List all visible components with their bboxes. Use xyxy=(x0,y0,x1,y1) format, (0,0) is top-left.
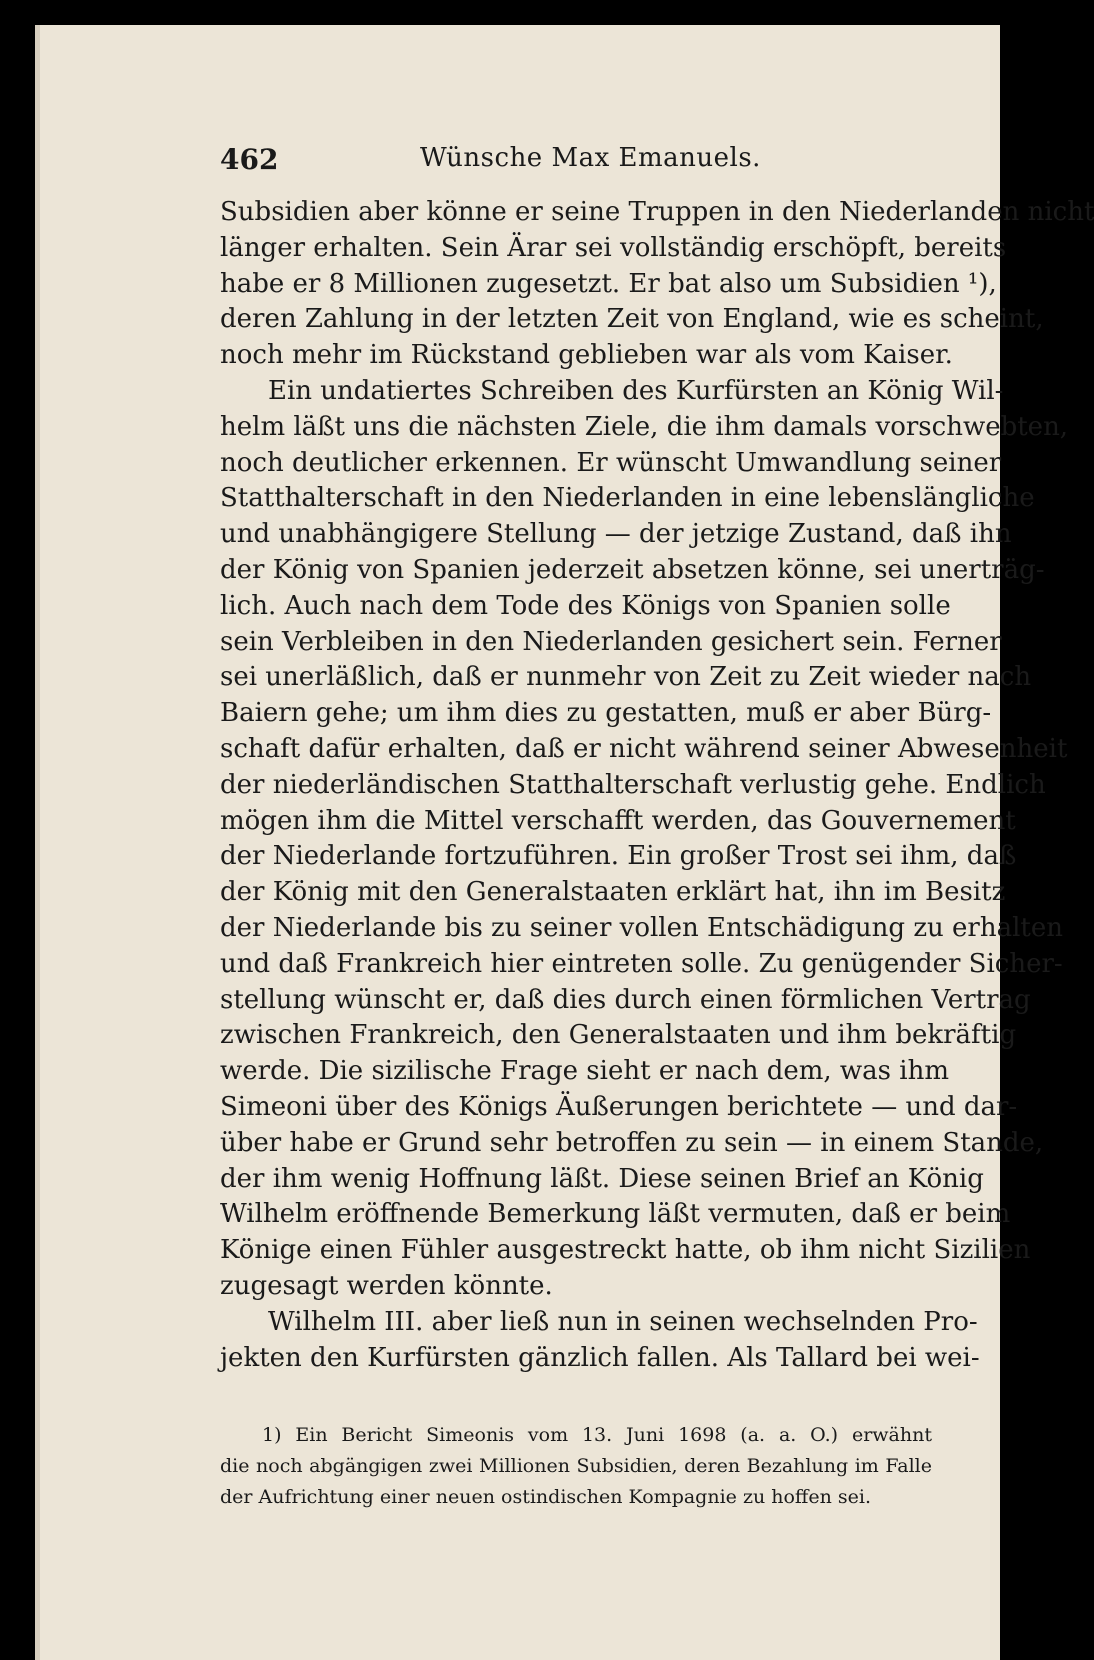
text-line: und daß Frankreich hier eintreten solle. Zu genügender Sicher- xyxy=(220,948,1063,979)
text-line: Wilhelm eröffnende Bemerkung läßt vermuten, daß er beim xyxy=(220,1199,1011,1230)
text-line: Statthalterschaft in den Niederlanden in eine lebenslängliche xyxy=(220,483,1035,514)
text-line: der Niederlande bis zu seiner vollen Entschädigung zu erhalten xyxy=(220,912,1063,943)
text-line: deren Zahlung in der letzten Zeit von England, wie es scheint, xyxy=(220,304,1044,335)
footnote-line: der Aufrichtung einer neuen ostindischen Kompagnie zu hoffen sei. xyxy=(220,1486,872,1508)
text-line: der König mit den Generalstaaten erklärt hat, ihn im Besitz xyxy=(220,877,1006,908)
text-line: noch deutlicher erkennen. Er wünscht Umwandlung seiner xyxy=(220,447,1002,478)
page-header xyxy=(220,143,930,183)
text-line: länger erhalten. Sein Ärar sei vollständig erschöpft, bereits xyxy=(220,232,1007,263)
text-line: lich. Auch nach dem Tode des Königs von Spanien solle xyxy=(220,590,951,621)
text-line: der ihm wenig Hoffnung läßt. Diese seinen Brief an König xyxy=(220,1163,984,1194)
text-line: sei unerläßlich, daß er nunmehr von Zeit zu Zeit wieder nach xyxy=(220,662,1032,693)
text-line: Wilhelm III. aber ließ nun in seinen wechselnden Pro- xyxy=(268,1306,978,1337)
text-line: mögen ihm die Mittel verschafft werden, das Gouvernement xyxy=(220,805,1016,836)
text-line: helm läßt uns die nächsten Ziele, die ihm damals vorschwebten, xyxy=(220,411,1069,442)
running-title: Wünsche Max Emanuels. xyxy=(420,143,761,173)
text-line: stellung wünscht er, daß dies durch einen förmlichen Vertrag xyxy=(220,984,1031,1015)
text-line: über habe er Grund sehr betroffen zu sein — in einem Stande, xyxy=(220,1127,1044,1158)
text-line: zugesagt werden könnte. xyxy=(220,1270,553,1301)
text-line: noch mehr im Rückstand geblieben war als vom Kaiser. xyxy=(220,340,953,371)
text-line: schaft dafür erhalten, daß er nicht während seiner Abwesenheit xyxy=(220,733,1068,764)
text-line: Ein undatiertes Schreiben des Kurfürsten an König Wil- xyxy=(268,375,1004,406)
text-line: Subsidien aber könne er seine Truppen in den Niederlanden nicht xyxy=(220,197,1094,227)
main-text xyxy=(220,195,1094,1376)
text-line: werde. Die sizilische Frage sieht er nach dem, was ihm xyxy=(220,1056,950,1087)
text-line: Baiern gehe; um ihm dies zu gestatten, muß er aber Bürg- xyxy=(220,698,992,729)
page-number: 462 xyxy=(220,143,279,176)
text-line: Simeoni über des Königs Äußerungen berichtete — und dar- xyxy=(220,1091,1018,1122)
text-line: sein Verbleiben in den Niederlanden gesichert sein. Ferner xyxy=(220,626,1002,657)
text-line: jekten den Kurfürsten gänzlich fallen. Als Tallard bei wei- xyxy=(220,1342,980,1373)
text-line: habe er 8 Millionen zugesetzt. Er bat also um Subsidien ¹), xyxy=(220,268,997,299)
text-line: der König von Spanien jederzeit absetzen könne, sei unerträg- xyxy=(220,554,1045,585)
footnote-line: die noch abgängigen zwei Millionen Subsidien, deren Bezahlung im Falle xyxy=(220,1455,932,1477)
text-line: zwischen Frankreich, den Generalstaaten und ihm bekräftig xyxy=(220,1020,1017,1051)
book-page xyxy=(35,25,1094,1660)
text-line: der niederländischen Statthalterschaft verlustig gehe. Endlich xyxy=(220,769,1046,800)
text-line: Könige einen Fühler ausgestreckt hatte, ob ihm nicht Sizilien xyxy=(220,1235,1031,1266)
footnote-line: 1) Ein Bericht Simeonis vom 13. Juni 1698 (a. a. O.) erwähnt xyxy=(262,1424,932,1446)
footnote xyxy=(220,1420,932,1513)
text-line: und unabhängigere Stellung — der jetzige Zustand, daß ihn xyxy=(220,519,1012,550)
text-line: der Niederlande fortzuführen. Ein großer Trost sei ihm, daß xyxy=(220,841,1017,872)
